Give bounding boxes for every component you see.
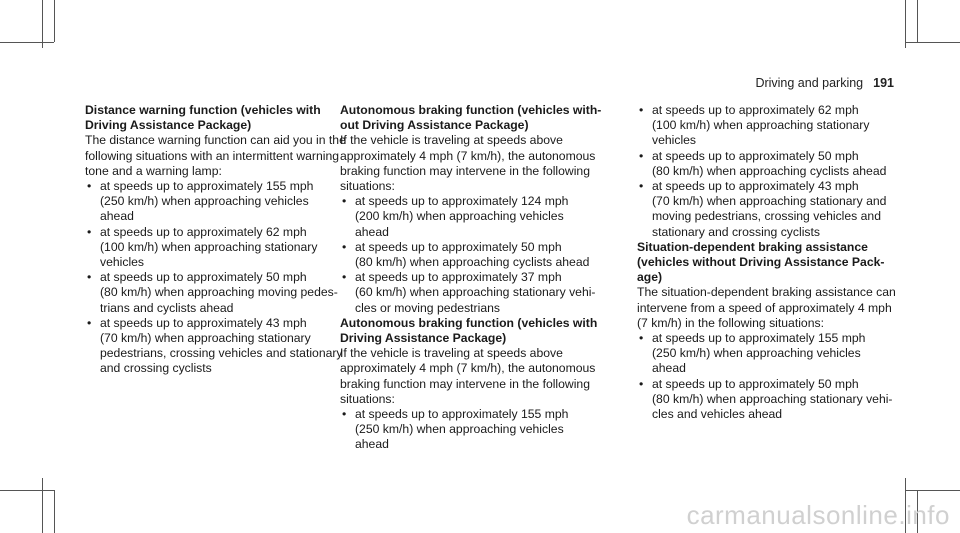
- bullet-list: [340, 194, 610, 316]
- list-item: • at speeds up to approximately 50 mph (80 km/h) when approaching cyclists ahead: [639, 148, 887, 178]
- list-item: • at speeds up to approximately 37 mph (60 km/h) when approaching stationary vehi- cles or moving pedestrians: [342, 270, 596, 315]
- paragraph: The distance warning function can aid you in the following situations with an intermittent warning tone and a warning lamp:: [85, 133, 346, 178]
- paragraph: If the vehicle is traveling at speeds above approximately 4 mph (7 km/h), the autonomous braking function may intervene in the following situations:: [340, 133, 596, 194]
- crop-mark: [54, 490, 55, 533]
- bullet-icon: •: [342, 270, 347, 285]
- list-item: • at speeds up to approximately 124 mph (200 km/h) when approaching vehicles ahead: [342, 194, 569, 239]
- crop-mark: [905, 0, 906, 48]
- column-1: [85, 103, 355, 377]
- list-item: • at speeds up to approximately 43 mph (70 km/h) when approaching stationary and moving pedestrians, crossing vehicles and stationary and crossing cyclists: [639, 179, 887, 239]
- bullet-icon: •: [639, 148, 644, 163]
- list-item: • at speeds up to approximately 50 mph (80 km/h) when approaching cyclists ahead: [342, 239, 590, 270]
- crop-mark: [917, 0, 918, 42]
- bullet-icon: •: [87, 224, 92, 239]
- bullet-icon: •: [87, 270, 92, 285]
- watermark: carmanualsonline.info: [686, 500, 950, 530]
- section-heading: Situation-dependent braking assistance (vehicles without Driving Assistance Pack- age): [637, 239, 885, 285]
- bullet-icon: •: [87, 179, 92, 194]
- crop-mark: [42, 0, 43, 48]
- section-heading: Autonomous braking function (vehicles with Driving Assistance Package): [340, 315, 598, 346]
- crop-mark: [905, 42, 960, 43]
- list-item: • at speeds up to approximately 50 mph (80 km/h) when approaching stationary vehi- cles and vehicles ahead: [639, 376, 893, 422]
- bullet-icon: •: [639, 103, 644, 117]
- bullet-list: [637, 103, 907, 240]
- list-item: • at speeds up to approximately 50 mph (80 km/h) when approaching moving pedes- trians and cyclists ahead: [87, 270, 338, 315]
- list-item: • at speeds up to approximately 155 mph (250 km/h) when approaching vehicles ahead: [342, 407, 569, 452]
- bullet-icon: •: [639, 376, 644, 391]
- column-2: [340, 103, 610, 453]
- bullet-icon: •: [342, 407, 347, 422]
- section-title: Driving and parking: [755, 76, 864, 90]
- list-item: • at speeds up to approximately 62 mph (100 km/h) when approaching stationary vehicles: [639, 103, 870, 148]
- page-header: [755, 76, 894, 90]
- crop-mark: [0, 42, 54, 43]
- bullet-icon: •: [87, 315, 92, 330]
- page-number: 191: [873, 76, 894, 90]
- list-item: • at speeds up to approximately 155 mph (250 km/h) when approaching vehicles ahead: [639, 331, 866, 376]
- bullet-icon: •: [342, 239, 347, 254]
- bullet-icon: •: [639, 331, 644, 346]
- paragraph: If the vehicle is traveling at speeds above approximately 4 mph (7 km/h), the autonomous braking function may intervene in the following situations:: [340, 346, 596, 406]
- list-item: • at speeds up to approximately 62 mph (100 km/h) when approaching stationary vehicles: [87, 224, 318, 270]
- bullet-list: [340, 407, 610, 453]
- bullet-list: [85, 179, 355, 377]
- section-heading: Distance warning function (vehicles with Driving Assistance Package): [85, 103, 321, 133]
- bullet-icon: •: [342, 194, 347, 209]
- crop-mark: [905, 490, 960, 491]
- crop-mark: [42, 478, 43, 533]
- column-3: [637, 103, 907, 422]
- list-item: • at speeds up to approximately 43 mph (70 km/h) when approaching stationary pedestrians, crossing vehicles and stationary and crossing cyclists: [87, 315, 343, 376]
- paragraph: The situation-dependent braking assistance can intervene from a speed of approximately 4 mph (7 km/h) in the following situations:: [637, 285, 896, 330]
- crop-mark: [54, 0, 55, 42]
- crop-mark: [0, 490, 54, 491]
- section-heading: Autonomous braking function (vehicles with- out Driving Assistance Package): [340, 103, 602, 133]
- list-item: • at speeds up to approximately 155 mph (250 km/h) when approaching vehicles ahead: [87, 179, 314, 224]
- bullet-list: [637, 331, 907, 422]
- bullet-icon: •: [639, 179, 644, 194]
